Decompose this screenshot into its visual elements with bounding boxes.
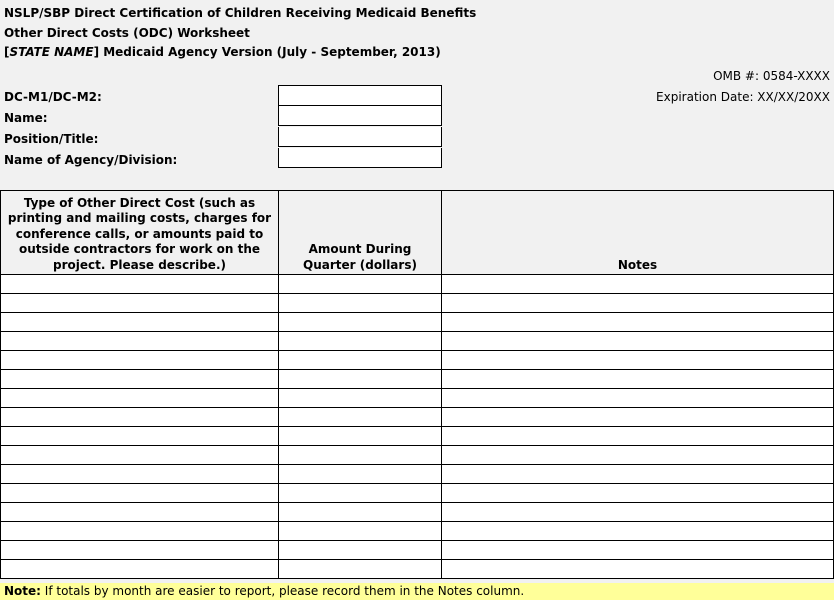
cost-type-cell[interactable] — [1, 313, 279, 332]
notes-cell[interactable] — [442, 370, 834, 389]
cost-type-cell[interactable] — [1, 560, 279, 579]
notes-cell[interactable] — [442, 427, 834, 446]
amount-cell[interactable] — [279, 313, 442, 332]
cost-type-cell[interactable] — [1, 408, 279, 427]
amount-cell[interactable] — [279, 484, 442, 503]
notes-cell[interactable] — [442, 503, 834, 522]
agency-field-label: Name of Agency/Division: — [4, 153, 178, 167]
table-row — [1, 484, 834, 503]
worksheet-version: [STATE NAME] Medicaid Agency Version (July - September, 2013) — [4, 45, 441, 59]
cost-type-cell[interactable] — [1, 294, 279, 313]
amount-cell[interactable] — [279, 275, 442, 294]
notes-cell[interactable] — [442, 560, 834, 579]
amount-cell[interactable] — [279, 332, 442, 351]
note-text: If totals by month are easier to report, please record them in the Notes column. — [40, 584, 525, 598]
cost-type-cell[interactable] — [1, 541, 279, 560]
position-field-label: Position/Title: — [4, 132, 99, 146]
notes-cell[interactable] — [442, 351, 834, 370]
table-row — [1, 389, 834, 408]
name-field-label: Name: — [4, 111, 48, 125]
amount-cell[interactable] — [279, 522, 442, 541]
notes-cell[interactable] — [442, 522, 834, 541]
cost-type-cell[interactable] — [1, 332, 279, 351]
notes-cell[interactable] — [442, 484, 834, 503]
cost-type-cell[interactable] — [1, 484, 279, 503]
cost-type-cell[interactable] — [1, 370, 279, 389]
version-text: Medicaid Agency Version (July - September, 2013) — [99, 45, 441, 59]
table-row — [1, 408, 834, 427]
worksheet-subtitle: Other Direct Costs (ODC) Worksheet — [4, 26, 250, 40]
table-row — [1, 370, 834, 389]
notes-cell[interactable] — [442, 294, 834, 313]
amount-cell[interactable] — [279, 465, 442, 484]
cost-type-cell[interactable] — [1, 275, 279, 294]
notes-cell[interactable] — [442, 313, 834, 332]
expiration-date: Expiration Date: XX/XX/20XX — [656, 90, 830, 104]
cost-type-cell[interactable] — [1, 351, 279, 370]
table-row — [1, 294, 834, 313]
amount-cell[interactable] — [279, 503, 442, 522]
table-row — [1, 522, 834, 541]
cost-type-cell[interactable] — [1, 503, 279, 522]
table-row — [1, 465, 834, 484]
omb-number: OMB #: 0584-XXXX — [713, 69, 830, 83]
cost-type-header: Type of Other Direct Cost (such as printing and mailing costs, charges for conference calls, or amounts paid to outside contractors for work on the project. Please describe.) — [1, 191, 279, 275]
amount-cell[interactable] — [279, 351, 442, 370]
notes-cell[interactable] — [442, 408, 834, 427]
amount-cell[interactable] — [279, 446, 442, 465]
cost-type-cell[interactable] — [1, 522, 279, 541]
notes-cell[interactable] — [442, 332, 834, 351]
notes-cell[interactable] — [442, 446, 834, 465]
amount-cell[interactable] — [279, 560, 442, 579]
table-row — [1, 275, 834, 294]
cost-type-cell[interactable] — [1, 389, 279, 408]
dc-field-input[interactable] — [278, 85, 442, 106]
name-field-input[interactable] — [278, 106, 442, 126]
amount-cell[interactable] — [279, 294, 442, 313]
table-row — [1, 503, 834, 522]
cost-type-cell[interactable] — [1, 465, 279, 484]
state-name-placeholder: STATE NAME — [9, 45, 94, 59]
agency-field-input[interactable] — [278, 148, 442, 168]
cost-type-cell[interactable] — [1, 427, 279, 446]
table-body — [1, 275, 834, 579]
amount-cell[interactable] — [279, 541, 442, 560]
notes-header: Notes — [442, 191, 834, 275]
notes-cell[interactable] — [442, 389, 834, 408]
table-row — [1, 313, 834, 332]
position-field-input[interactable] — [278, 127, 442, 147]
amount-cell[interactable] — [279, 389, 442, 408]
odc-table — [0, 190, 834, 579]
cost-type-cell[interactable] — [1, 446, 279, 465]
table-row — [1, 541, 834, 560]
dc-field-label: DC-M1/DC-M2: — [4, 90, 102, 104]
amount-header: Amount During Quarter (dollars) — [279, 191, 442, 275]
table-row — [1, 332, 834, 351]
amount-cell[interactable] — [279, 408, 442, 427]
notes-cell[interactable] — [442, 465, 834, 484]
note-label: Note: — [4, 584, 41, 598]
table-row — [1, 351, 834, 370]
table-row — [1, 446, 834, 465]
notes-cell[interactable] — [442, 541, 834, 560]
table-row — [1, 560, 834, 579]
worksheet-title: NSLP/SBP Direct Certification of Children Receiving Medicaid Benefits — [4, 6, 477, 20]
notes-cell[interactable] — [442, 275, 834, 294]
amount-cell[interactable] — [279, 427, 442, 446]
table-row — [1, 427, 834, 446]
amount-cell[interactable] — [279, 370, 442, 389]
note-bar — [0, 583, 834, 600]
table-header-row — [1, 191, 834, 275]
